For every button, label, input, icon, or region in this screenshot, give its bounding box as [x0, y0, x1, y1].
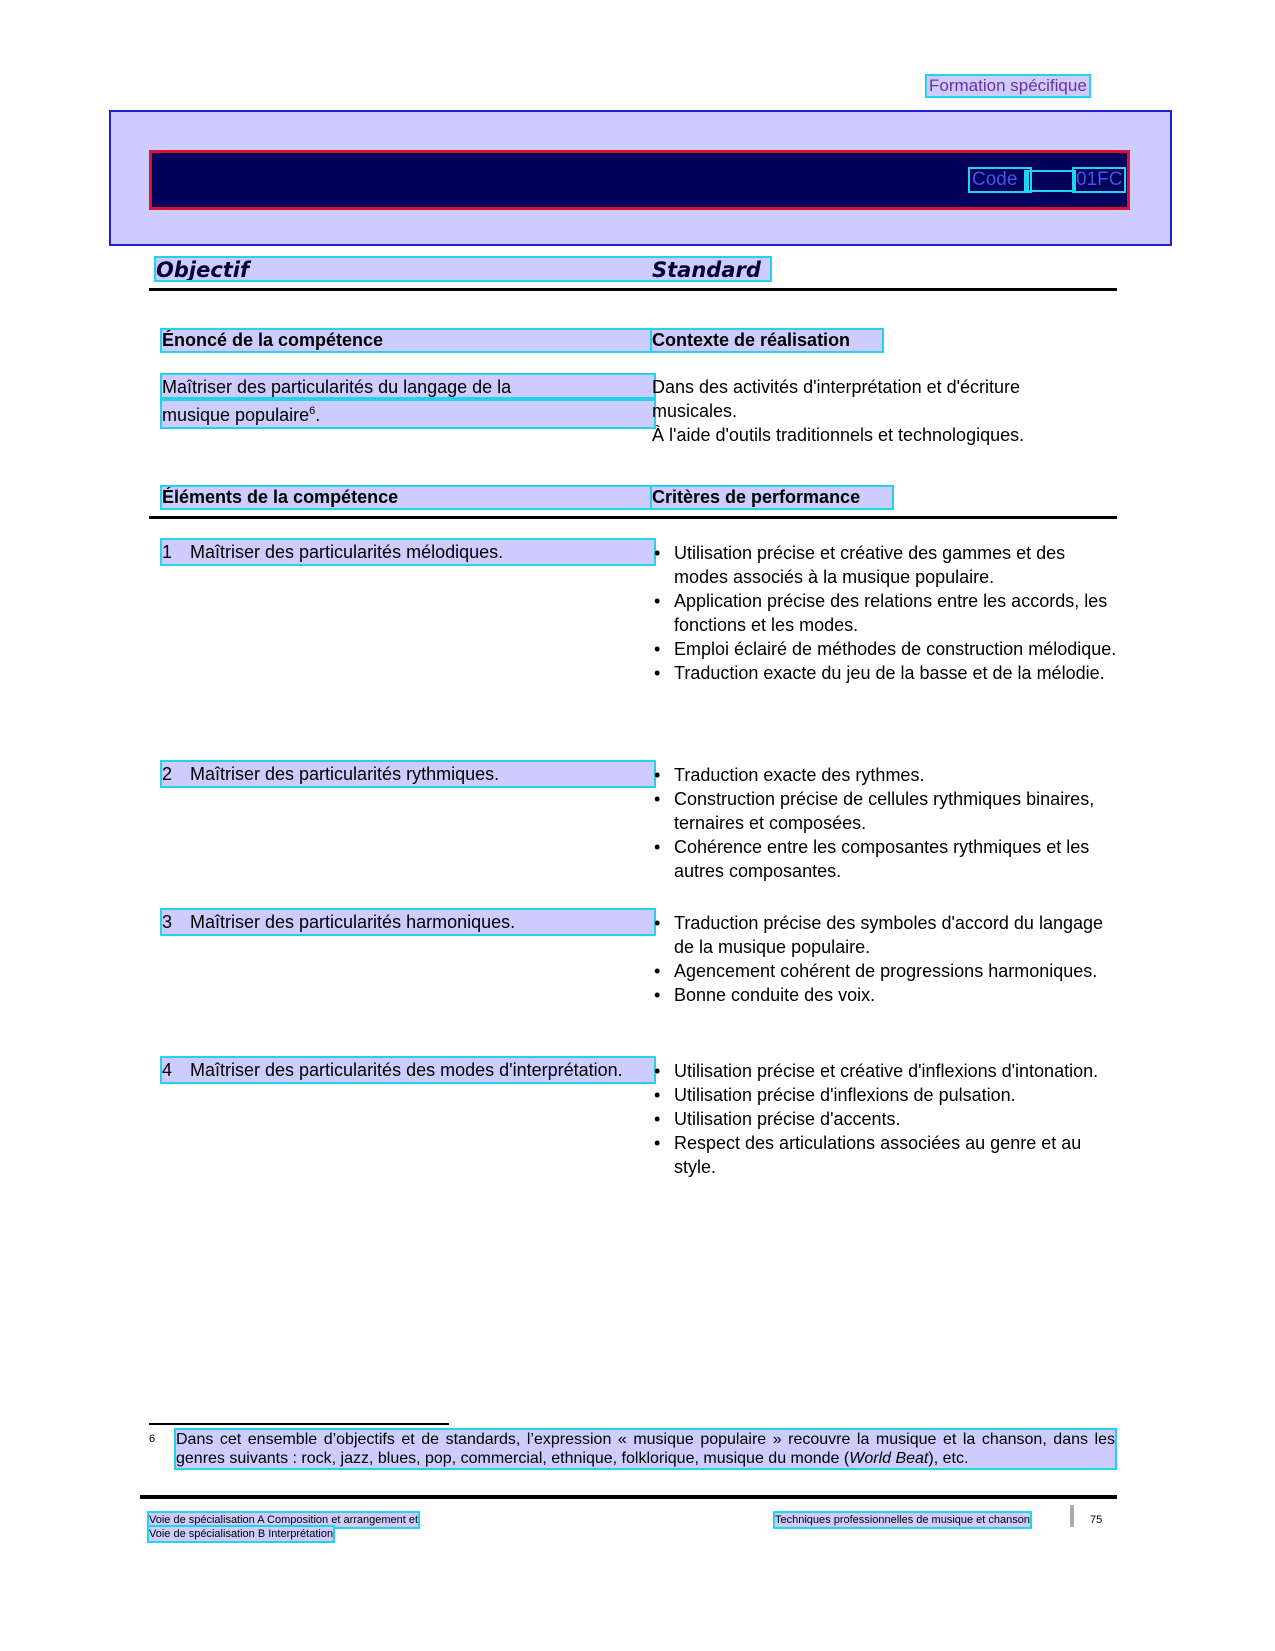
footnote — [149, 1430, 1115, 1468]
criterion: • Traduction exacte des rythmes. — [654, 765, 925, 785]
bullet-icon: • — [654, 543, 661, 563]
header-rule — [149, 288, 1117, 291]
bullet-icon: • — [654, 765, 661, 785]
bullet-icon: • — [654, 639, 661, 659]
footer-rule — [140, 1495, 1117, 1499]
contexte-line-2: À l'aide d'outils traditionnels et technologiques. — [652, 425, 1025, 445]
footer-left-line-1: Voie de spécialisation A Composition et arrangement et — [149, 1514, 419, 1526]
enonce-text — [162, 375, 654, 427]
bullet-icon: • — [654, 1133, 661, 1153]
footer-left-line-2: Voie de spécialisation B Interprétation — [149, 1528, 334, 1540]
element-2 — [162, 762, 654, 786]
element-1 — [162, 540, 654, 564]
contexte-text — [652, 375, 1092, 447]
criteria-list-1 — [652, 541, 1117, 685]
element-number: 1 — [162, 542, 173, 562]
enonce-line-2: musique populaire$^6$. — [162, 399, 654, 427]
criterion: • Utilisation précise et créative des gammes et des modes associés à la musique populaire. — [654, 543, 1066, 587]
footer-separator — [1070, 1505, 1074, 1527]
bullet-icon: • — [654, 591, 661, 611]
criterion: • Emploi éclairé de méthodes de construction mélodique. — [654, 639, 1117, 659]
element-number: 4 — [162, 1060, 173, 1080]
enonce-heading: Énoncé de la compétence — [162, 330, 654, 351]
element-text: Maîtriser des particularités mélodiques. — [190, 542, 504, 562]
footnote-text: Dans cet ensemble d’objectifs et de standards, l’expression « musique populaire » recouvre la musique et la chanson, dans les genres suivants : rock, jazz, blues, pop, commercial, ethnique, folklorique, musique du monde (World Beat), etc. — [176, 1431, 1115, 1467]
criterion: • Utilisation précise et créative d'inflexions d'intonation. — [654, 1061, 1099, 1081]
page-number: 75 — [1090, 1514, 1103, 1526]
bullet-icon: • — [654, 961, 661, 981]
column-objectif-heading: Objectif — [156, 258, 770, 280]
footnote-mark: 6 — [149, 1433, 156, 1445]
enonce-line-1: Maîtriser des particularités du langage de la — [162, 375, 654, 399]
criterion: • Utilisation précise d'inflexions de pulsation. — [654, 1085, 1016, 1105]
bullet-icon: • — [654, 1109, 661, 1129]
bullet-icon: • — [654, 837, 661, 857]
criterion: • Utilisation précise d'accents. — [654, 1109, 901, 1129]
criterion: • Traduction précise des symboles d'accord du langage de la musique populaire. — [654, 913, 1104, 957]
element-text: Maîtriser des particularités des modes d'interprétation. — [190, 1060, 623, 1080]
column-standard-heading: Standard — [652, 258, 761, 282]
element-3 — [162, 910, 654, 934]
element-4 — [162, 1058, 654, 1082]
elements-heading: Éléments de la compétence — [162, 487, 654, 508]
bullet-icon: • — [654, 985, 661, 1005]
criteres-heading: Critères de performance — [652, 487, 892, 508]
criterion: • Cohérence entre les composantes rythmiques et les autres composantes. — [654, 837, 1090, 881]
bullet-icon: • — [654, 789, 661, 809]
criterion: • Respect des articulations associées au genre et au style. — [654, 1133, 1082, 1177]
elements-rule — [149, 516, 1117, 519]
section-label: Formation spécifique — [929, 76, 1087, 95]
code-value: 01FC — [1076, 169, 1123, 190]
element-text: Maîtriser des particularités harmoniques. — [190, 912, 516, 932]
footnote-rule — [149, 1423, 449, 1425]
criteria-list-4 — [652, 1059, 1117, 1179]
code-label: Code : — [972, 169, 1028, 190]
criteria-list-2 — [652, 763, 1117, 883]
contexte-line-1: Dans des activités d'interprétation et d'écriture musicales. — [652, 377, 1021, 421]
bullet-icon: • — [654, 913, 661, 933]
element-text: Maîtriser des particularités rythmiques. — [190, 764, 500, 784]
element-number: 2 — [162, 764, 173, 784]
contexte-heading: Contexte de réalisation — [652, 330, 882, 351]
criterion: • Application précise des relations entre les accords, les fonctions et les modes. — [654, 591, 1108, 635]
criteria-list-3 — [652, 911, 1117, 1007]
footnote-ref: 6 — [309, 405, 316, 417]
criterion: • Bonne conduite des voix. — [654, 985, 876, 1005]
criterion: • Agencement cohérent de progressions harmoniques. — [654, 961, 1098, 981]
footer-right: Techniques professionnelles de musique et chanson — [775, 1514, 1030, 1526]
bullet-icon: • — [654, 663, 661, 683]
code-separator — [1026, 172, 1074, 190]
criterion: • Traduction exacte du jeu de la basse et de la mélodie. — [654, 663, 1105, 683]
element-number: 3 — [162, 912, 173, 932]
bullet-icon: • — [654, 1061, 661, 1081]
bullet-icon: • — [654, 1085, 661, 1105]
criterion: • Construction précise de cellules rythmiques binaires, ternaires et composées. — [654, 789, 1095, 833]
